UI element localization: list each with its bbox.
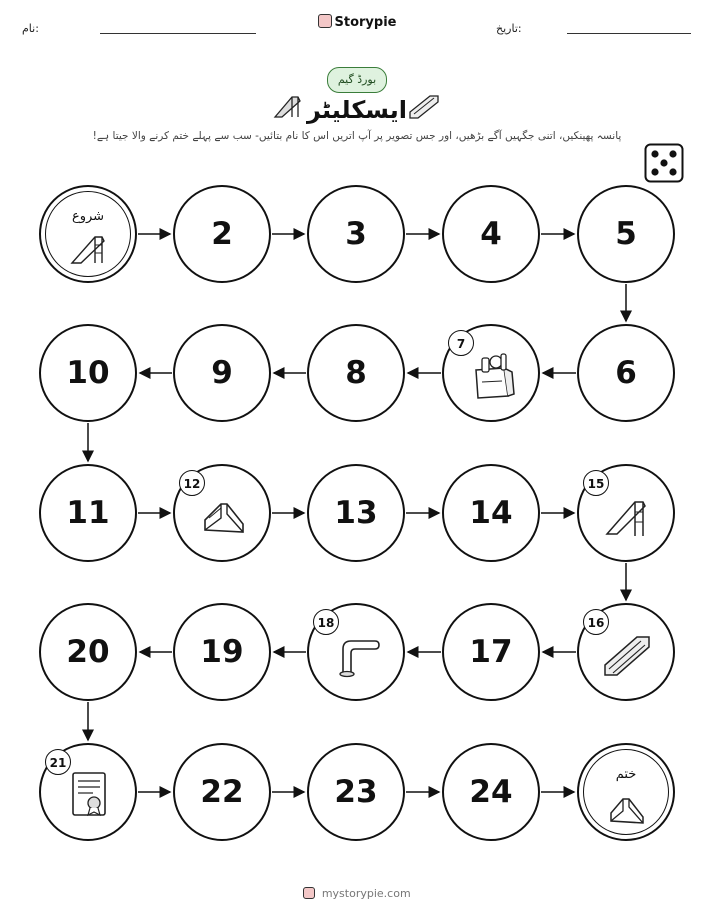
board-space-20[interactable]: 20: [39, 603, 137, 701]
instructions: پانسہ پھینکیں، اتنی جگہیں آگے بڑھیں، اور جس تصویر پر آپ اتریں اس کا نام بتائیں- سب سے پہلے ختم کرنے والا جیتا ہے!: [92, 130, 622, 142]
escalator-icon: [603, 629, 653, 679]
space-number-badge: 21: [45, 749, 71, 775]
page-title: ایسکلیٹر: [307, 96, 407, 124]
board-space-6[interactable]: 6: [577, 324, 675, 422]
board-space-23[interactable]: 23: [307, 743, 405, 841]
board-space-19[interactable]: 19: [173, 603, 271, 701]
board-space-18[interactable]: [307, 603, 405, 701]
board-space-11[interactable]: 11: [39, 464, 137, 562]
slide-icon: [199, 490, 249, 540]
board-space-9[interactable]: 9: [173, 324, 271, 422]
board-space-end[interactable]: [577, 743, 675, 841]
slide-icon: [69, 231, 109, 265]
space-number-badge: 18: [313, 609, 339, 635]
space-number-badge: 16: [583, 609, 609, 635]
grocery-bag-icon: [468, 350, 518, 400]
space-number-badge: 12: [179, 470, 205, 496]
board-space-2[interactable]: 2: [173, 185, 271, 283]
space-number-badge: 15: [583, 470, 609, 496]
board-space-22[interactable]: 22: [173, 743, 271, 841]
certificate-icon: [65, 769, 115, 819]
storypie-mascot-icon: [303, 887, 315, 899]
board-space-start[interactable]: [39, 185, 137, 283]
board-space-21[interactable]: [39, 743, 137, 841]
slide-icon: [603, 490, 653, 540]
board-space-14[interactable]: 14: [442, 464, 540, 562]
board-space-13[interactable]: 13: [307, 464, 405, 562]
end-label: ختم: [615, 767, 637, 782]
board-space-8[interactable]: 8: [307, 324, 405, 422]
brand-name: Storypie: [334, 15, 397, 30]
board-space-7[interactable]: [442, 324, 540, 422]
space-number-badge: 7: [448, 330, 474, 356]
date-label: تاریخ:: [496, 22, 522, 35]
game-tag: بورڈ گیم: [327, 67, 387, 93]
board-space-10[interactable]: 10: [39, 324, 137, 422]
slide-icon: [607, 789, 647, 825]
board-space-17[interactable]: 17: [442, 603, 540, 701]
handrail-icon: [333, 629, 383, 679]
board-space-5[interactable]: 5: [577, 185, 675, 283]
footer: [0, 887, 714, 900]
board-space-12[interactable]: [173, 464, 271, 562]
board-space-3[interactable]: 3: [307, 185, 405, 283]
board-space-15[interactable]: [577, 464, 675, 562]
board-space-4[interactable]: 4: [442, 185, 540, 283]
footer-url[interactable]: mystorypie.com: [321, 887, 411, 900]
name-label: نام:: [22, 22, 39, 35]
board-space-16[interactable]: [577, 603, 675, 701]
start-label: شروع: [71, 209, 105, 224]
board-space-24[interactable]: 24: [442, 743, 540, 841]
